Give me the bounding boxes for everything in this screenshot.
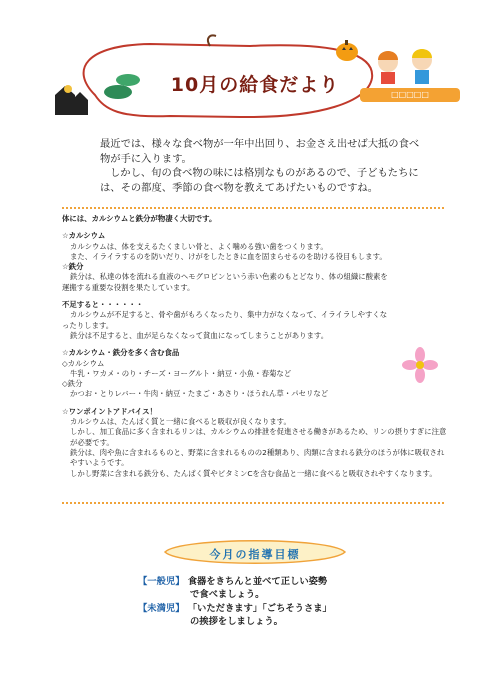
lead-text: 体には、カルシウムと鉄分が物凄く大切です。 — [62, 214, 217, 223]
intro-line: は、その都度、季節の食べ物を教えてあげたいものですね。 — [100, 181, 379, 194]
leaf-icon — [104, 74, 140, 99]
intro-line: 物が手に入ります。 — [100, 152, 192, 165]
advice-text: しかし野菜に含まれる鉄分も、たんぱく質やビタミンCを含む食品と一緒に食べると吸収されやすくなります。 — [70, 468, 437, 478]
foods-iron-label: ◇鉄分 — [62, 379, 83, 389]
cosmos-flower-icon — [400, 345, 440, 385]
advice-text: しかし、加工食品に多く含まれるリンは、カルシウムの排泄を促進させる働きがあるため、リンの摂りすぎに注意が必要です。 — [70, 427, 447, 447]
young-label: 【未満児】 — [138, 602, 185, 614]
general-label: 【一般児】 — [138, 576, 185, 587]
iron-heading: ☆鉄分 — [62, 262, 84, 272]
pumpkin-icon — [336, 40, 358, 61]
calcium-text: カルシウムは、体を支えるたくましい骨と、よく噛める強い歯をつくります。 — [70, 241, 328, 251]
young-goal: 「いただきます」「ごちそうさま」 — [187, 602, 332, 614]
page-title: 10月の給食だより — [170, 74, 340, 96]
foods-calcium-label: ◇カルシウム — [62, 358, 105, 368]
foods-iron-list: かつお・とりレバー・牛肉・納豆・たまご・あさり・ほうれん草・パセリなど — [70, 389, 329, 399]
school-badge: □□□□□ — [360, 88, 460, 102]
intro-line: しかし、旬の食べ物の味には格別なものがあるので、子どもたちに — [110, 167, 419, 179]
iron-text: 運搬する重要な役割を果たしています。 — [62, 282, 195, 292]
general-goal: 食器をきちんと並べて正しい姿勢 — [187, 576, 328, 587]
lack-text: ったりします。 — [62, 320, 114, 330]
guidance-title: 今月の指導目標 — [209, 548, 301, 561]
advice-text: カルシウムは、たんぱく質と一緒に食べると吸収が良くなります。 — [70, 417, 291, 427]
lack-text: 鉄分は不足すると、血が足らなくなって貧血になってしまうことがあります。 — [70, 330, 329, 340]
body-section — [62, 214, 447, 479]
calcium-heading: ☆カルシウム — [62, 231, 106, 241]
dotted-divider — [62, 502, 444, 504]
dotted-divider — [62, 207, 444, 209]
young-goal-cont: の挨拶をしましょう。 — [190, 616, 283, 628]
intro-line: 最近では、様々な食べ物が一年中出回り、お金さえ出せば大抵の食べ — [100, 138, 420, 150]
header-illustration — [0, 0, 495, 130]
lack-text: カルシウムが不足すると、骨や歯がもろくなったり、集中力がなくなって、イライラしやすくな — [70, 310, 388, 320]
advice-text: 鉄分は、肉や魚に含まれるものと、野菜に含まれるものの2種類あり、肉類に含まれる鉄分のほうが体に吸収されやすいようです。 — [70, 447, 445, 468]
calcium-text: また、イライラするのを防いだり、けがをしたときに血を固まらせるのを助ける役目もします。 — [70, 251, 387, 261]
haunted-house-icon — [55, 85, 88, 115]
children-illustration — [378, 49, 432, 84]
lack-heading: 不足すると・・・・・・ — [62, 300, 144, 310]
iron-text: 鉄分は、私達の体を流れる血液のヘモグロビンという赤い色素のもとどなり、体の組織に酸素を — [70, 272, 388, 282]
advice-heading: ☆ワンポイントアドバイス！ — [62, 406, 157, 416]
intro-text — [100, 137, 430, 195]
general-goal-cont: で食べましょう。 — [190, 589, 265, 601]
guidance-section — [138, 575, 378, 629]
foods-heading: ☆カルシウム・鉄分を多く含む食品 — [62, 348, 180, 358]
foods-calcium-list: 牛乳・ワカメ・のり・チーズ・ヨーグルト・納豆・小魚・春菊など — [70, 368, 292, 378]
